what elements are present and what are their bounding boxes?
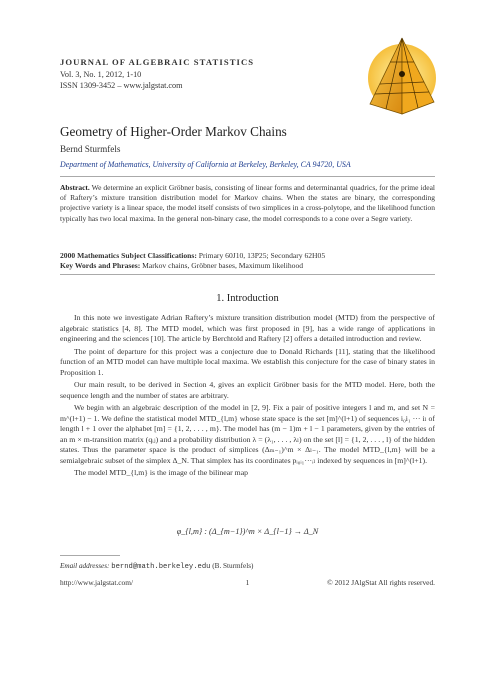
keywords-text: Markov chains, Gröbner bases, Maximum likelihood <box>142 261 304 270</box>
divider <box>60 176 435 177</box>
divider <box>60 274 435 275</box>
journal-name: JOURNAL OF ALGEBRAIC STATISTICS <box>60 57 255 67</box>
paragraph: The model MTD_{l,m} is the image of the bilinear map <box>74 468 249 477</box>
pyramid-logo-icon <box>362 32 442 118</box>
journal-issn: ISSN 1309-3452 – www.jalgstat.com <box>60 81 183 90</box>
email-label: Email addresses: <box>60 562 110 570</box>
classification-text: Primary 60J10, 13P25; Secondary 62H05 <box>198 251 326 260</box>
email-footnote <box>60 562 253 571</box>
paragraph: We begin with an algebraic description of the model in [2, 9]. Fix a pair of positive integers l and m, and set N = m^(l+1) − 1. We define the statistical model MTD_{l,m} whose state space is the set [m]^(l+1) of sequences i₀i₁ ··· iₗ of length l + 1 over the alphabet [m] = {1, 2, . . . , m}. The model has (m − 1)m + l − 1 parameters, given by the entries of an m × m-transition matrix (qᵢⱼ) and a probability distribution λ = (λ₁, . . . , λₗ) on the set [l] = {1, 2, . . . , l} of the hidden states. Thus the parameter space is the product of simplices (Δₘ₋₁)^m × Δₗ₋₁. The model MTD_{l,m} will be a semialgebraic subset of the simplex Δ_N. That simplex has its coordinates pᵢ₀ᵢ₁···ᵢₗ indexed by sequences in [m]^(l+1). <box>60 403 435 465</box>
footer-url-link[interactable]: http://www.jalgstat.com/ <box>60 578 134 587</box>
keywords <box>60 261 303 270</box>
paragraph: Our main result, to be derived in Section 4, gives an explicit Gröbner basis for the MTD model. Here, both the sequence length and the number of states are arbitrary. <box>60 380 435 400</box>
page-number: 1 <box>245 578 250 587</box>
abstract <box>60 183 435 224</box>
paragraph: The point of departure for this project was a conjecture due to Donald Richards [11], stating that the likelihood function of an MTD model can have multiple local maxima. We establish this conjecture for the case of binary states in Proposition 1. <box>60 346 435 377</box>
email-address[interactable]: bernd@math.berkeley.edu <box>111 563 211 571</box>
keywords-label: Key Words and Phrases: <box>60 261 141 270</box>
abstract-text: We determine an explicit Gröbner basis, consisting of linear forms and determinantal quadrics, for the prime ideal of Raftery’s mixture transition distribution model for Markov chains. When the states are binary, the corresponding projective variety is a linear space, the model itself consists of two simplices in a cross-polytope, and the likelihood function typically has two local maxima. In the general non-binary case, the model corresponds to a cone over a Segre variety. <box>60 183 435 223</box>
email-name: (B. Sturmfels) <box>212 562 254 570</box>
author-affiliation: Department of Mathematics, University of California at Berkeley, Berkeley, CA 94720, USA <box>60 160 351 169</box>
subject-classification <box>60 251 325 260</box>
copyright: © 2012 JAlgStat All rights reserved. <box>327 578 435 587</box>
paragraph: In this note we investigate Adrian Raftery’s mixture transition distribution model (MTD) from the perspective of algebraic statistics [4, 8]. The MTD model, which was first proposed in [9], has a wide range of applications in engineering and the sciences [10]. The article by Berchtold and Raftery [2] offers a detailed introduction and review. <box>60 313 435 343</box>
classification-label: 2000 Mathematics Subject Classifications: <box>60 251 197 260</box>
section-heading: 1. Introduction <box>216 293 279 304</box>
journal-volume: Vol. 3, No. 1, 2012, 1-10 <box>60 70 142 79</box>
footnote-rule <box>60 555 120 556</box>
body-text <box>60 313 435 481</box>
equation: φ_{l,m} : (Δ_{m−1})^m × Δ_{l−1} → Δ_N <box>176 527 319 536</box>
paper-title: Geometry of Higher-Order Markov Chains <box>60 124 287 139</box>
abstract-label: Abstract. <box>60 183 90 192</box>
author-name: Bernd Sturmfels <box>60 144 121 154</box>
